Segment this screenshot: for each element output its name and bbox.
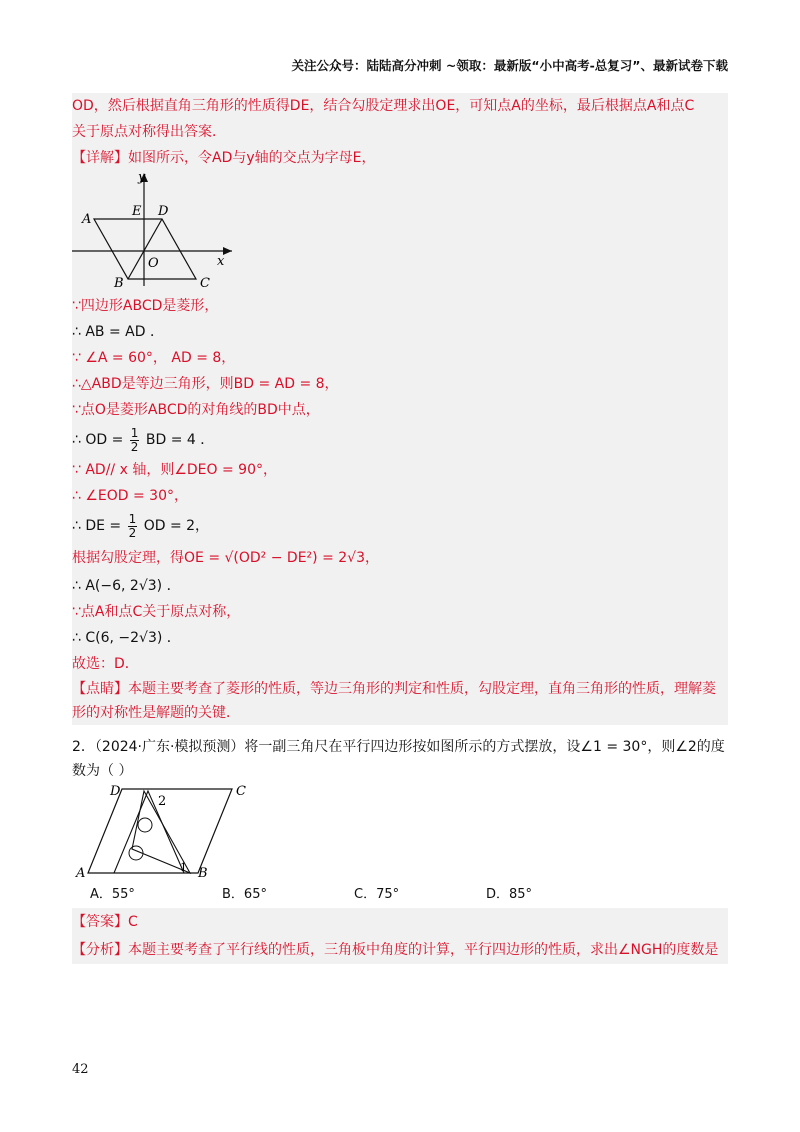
solution-detail: 【详解】如图所示，令AD与y轴的交点为字母E， xyxy=(72,150,376,166)
analysis: 【分析】本题主要考查了平行线的性质，三角板中角度的计算，平行四边形的性质，求出∠NGH的度数是 xyxy=(72,942,719,958)
triangle-ruler-2 xyxy=(114,791,184,873)
comment: 【点睛】本题主要考查了菱形的性质，等边三角形的判定和性质，勾股定理，直角三角形的性质，理解菱形的对称性是解题的关键． xyxy=(72,681,716,721)
fraction-half xyxy=(130,427,140,454)
step-6: ∵ AD// x 轴，则∠DEO = 90°， xyxy=(72,462,277,478)
step-od-prefix: ∴ OD = xyxy=(72,432,124,448)
page-content xyxy=(72,93,728,964)
fraction-half-2 xyxy=(128,513,138,540)
option-b: B．65° xyxy=(222,887,267,902)
label-d: D xyxy=(158,204,169,219)
question-2-stem: 2．（2024·广东·模拟预测）将一副三角尺在平行四边形按如图所示的方式摆放，设∠1 = 30°，则∠2的度数为（ ） xyxy=(72,739,725,779)
fraction-num: 1 xyxy=(130,425,139,440)
label-angle-1: 1 xyxy=(180,861,187,874)
label-angle-2: 2 xyxy=(158,794,167,809)
fraction-den: 2 xyxy=(128,525,137,540)
answer: 【答案】C xyxy=(72,914,138,930)
solution-intro-line-1: OD，然后根据直角三角形的性质得DE，结合勾股定理求出OE，可知点A的坐标，最后根据点A和点C xyxy=(72,98,695,114)
options-row xyxy=(90,883,728,902)
page-number: 42 xyxy=(72,1062,89,1077)
label-x: x xyxy=(217,254,225,269)
label-c: C xyxy=(200,276,210,289)
label-b2: B xyxy=(198,866,208,879)
label-y: y xyxy=(138,171,146,185)
page-header: 关注公众号：陆陆高分冲刺 ~领取：最新版“小中高考-总复习”、最新试卷下载 xyxy=(291,58,728,73)
step-7: ∴ ∠EOD = 30°， xyxy=(72,488,188,504)
label-b: B xyxy=(114,276,124,289)
answer-block xyxy=(72,908,728,964)
step-de xyxy=(72,509,728,543)
label-o: O xyxy=(148,256,159,271)
step-5: ∵点O是菱形ABCD的对角线的BD中点， xyxy=(72,402,320,418)
step-8: 根据勾股定理，得OE = √(OD² − DE²) = 2√3， xyxy=(72,550,379,566)
solution-intro-line-2: 关于原点对称得出答案． xyxy=(72,124,226,140)
step-12: 故选：D． xyxy=(72,656,139,672)
label-c2: C xyxy=(236,784,246,799)
step-2: ∴ AB = AD ． xyxy=(72,324,164,340)
option-d: D．85° xyxy=(486,887,533,902)
step-1: ∵四边形ABCD是菱形， xyxy=(72,298,219,314)
solution-block xyxy=(72,93,728,725)
option-a: A．55° xyxy=(90,887,135,902)
ruler-hole-1 xyxy=(138,818,152,832)
fraction-num: 1 xyxy=(128,511,137,526)
x-axis-arrow-icon xyxy=(223,247,232,255)
parallelogram-figure xyxy=(72,783,252,879)
step-de-suffix: OD = 2， xyxy=(143,518,210,534)
label-a2: A xyxy=(76,866,86,879)
label-d2: D xyxy=(110,784,121,799)
step-11: ∴ C(6, −2√3) ． xyxy=(72,630,181,646)
step-10: ∵点A和点C关于原点对称， xyxy=(72,604,241,620)
rhombus-figure xyxy=(72,171,242,289)
step-4: ∴△ABD是等边三角形，则BD = AD = 8， xyxy=(72,376,339,392)
step-de-prefix: ∴ DE = xyxy=(72,518,122,534)
fraction-den: 2 xyxy=(130,439,139,454)
option-c: C．75° xyxy=(354,887,400,902)
label-a: A xyxy=(82,212,92,227)
step-3: ∵ ∠A = 60°， AD = 8， xyxy=(72,350,236,366)
label-e: E xyxy=(132,204,142,219)
step-od-suffix: BD = 4 ． xyxy=(145,432,215,448)
step-9: ∴ A(−6, 2√3) ． xyxy=(72,578,181,594)
step-od xyxy=(72,423,728,457)
